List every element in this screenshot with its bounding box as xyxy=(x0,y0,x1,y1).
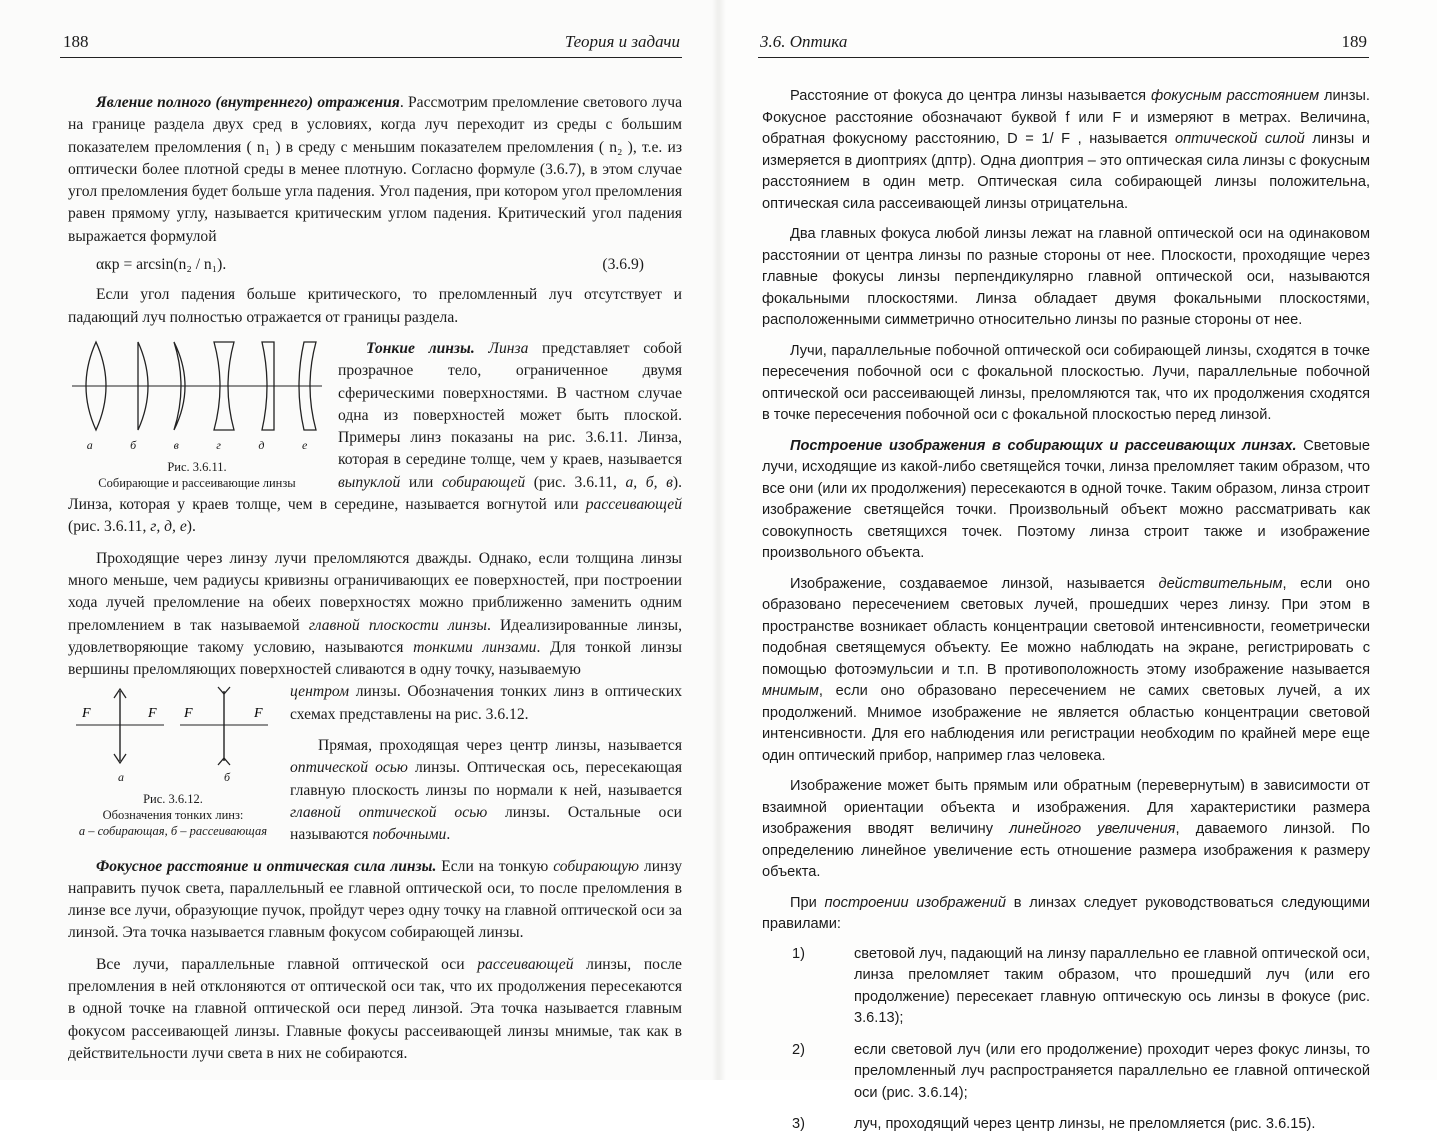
figure-caption-number: Рис. 3.6.11. xyxy=(167,459,227,474)
focus-label: F xyxy=(148,706,157,722)
formula-number: (3.6.9) xyxy=(602,256,644,274)
paragraph: Проходящие через линзу лучи преломляются дважды. Однако, если толщина линзы много меньше, чем радиусы кривизны ограничивающих ее поверхностей, при построении хода лучей преломление на обеих поверхностях можно приближенно заменить одним преломлением в так называемой главной плоскости линзы. Идеализированные линзы, удовлетворяющие такому условию, называются тонкими линзами. Для тонкой линзы вершины преломляющих поверхностей сливаются в одну точку, называемую xyxy=(68,549,682,679)
focus-label: F xyxy=(82,706,91,722)
header-rule xyxy=(758,57,1369,58)
paragraph: Если угол падения больше критического, то преломленный луч отсутствует и падающий луч полностью отражается от границы раздела. xyxy=(68,286,682,326)
paragraph: Все лучи, параллельные главной оптической оси рассеивающей линзы, после преломления в ней отклоняются от оптической оси так, что их продолжения пересекаются в одной точке на главной оптической оси перед линзой. Эта точка называется главным фокусом рассеивающей линзы. Главные фокусы рассеивающей линзы мнимые, так как в действительности лучи света в них не собираются. xyxy=(68,955,682,1062)
paragraph: Расстояние от фокуса до центра линзы называется фокусным расстоянием линзы. Фокусное расстояние обозначают буквой f или F и измеряют в метрах. Величина, обратная фокусному расстоянию, D = 1/ F , называется оптической силой линзы и измеряется в диоптриях (дптр). Одна диоптрия – это оптическая сила линзы с фокусным расстоянием в один метр. Оптическая сила собирающей линзы положительна, оптическая сила рассеивающей линзы отрицательна. xyxy=(762,88,1370,212)
running-title: Теория и задачи xyxy=(564,32,680,51)
paragraph: Построение изображения в собирающих и рассеивающих линзах. Световые лучи, исходящие из какой-либо светящейся точки, линза преломляет таким образом, что все они (или их продолжения) пересекаются в одной точке. Таким образом, линза строит изображение светящейся точки. Произвольный объект можно рассматривать как совокупность светящихся точек. Поэтому линза строит также и изображение произвольного объекта. xyxy=(762,437,1370,561)
page-number: 188 xyxy=(63,32,89,51)
book-gutter xyxy=(712,0,726,1080)
paragraph: Тонкие линзы. Линза представляет собой прозрачное тело, ограниченное двумя сферическими поверхностями. В частном случае одна из поверхностей может быть плоской. Примеры линз показаны на рис. 3.6.11. Линза, которая в середине толще, чем у краев, называется выпуклой или собирающей (рис. 3.6.11, а, б, в). Линза, которая у краев толще, чем в середине, называется вогнутой или рассеивающей (рис. 3.6.11, г, д, е). xyxy=(68,339,682,536)
paragraph: Прямая, проходящая через центр линзы, называется оптической осью линзы. Оптическая ось, пересекающая главную плоскость линзы по нормали к ней, называется главной оптической осью линзы. Остальные оси называются побочными. xyxy=(290,737,682,844)
focus-label: F xyxy=(254,706,263,722)
figure-caption-text: Обозначения тонких линз: xyxy=(102,808,244,823)
left-body xyxy=(68,92,682,1065)
right-body xyxy=(762,86,1370,1146)
page-number: 189 xyxy=(1341,32,1367,51)
list-item: 1) световой луч, падающий на линзу параллельно ее главной оптической оси, линза преломляет таким образом, что прошедший луч (или его продолжение) пересекает главную оптическую ось линзы в фокусе (рис. 3.6.13); xyxy=(792,945,1370,1026)
running-title: 3.6. Оптика xyxy=(760,32,848,51)
paragraph: Два главных фокуса любой линзы лежат на главной оптической оси на одинаковом расстоянии от центра линзы по разные стороны от нее. Плоскости, проходящие через главные фокусы линзы перпендикулярно главной оптической оси, называются фокальными плоскостями. Линза обладает двумя фокальными плоскостями, расположенными симметрично относительно линзы по разные стороны от нее. xyxy=(762,226,1370,328)
header-rule xyxy=(60,57,682,58)
figure-3-6-11 xyxy=(68,337,326,491)
figure-caption-legend: а – собирающая, б – рассеивающая xyxy=(78,824,268,839)
formula-expression: αкр = arcsin(n₂ / n₁). xyxy=(96,256,227,274)
paragraph: Лучи, параллельные побочной оптической оси собирающей линзы, сходятся в точке пересечения побочной оси с фокальной плоскостью. Лучи, параллельные побочной оптической оси рассеивающей линзы, преломляются так, что их продолжения сходятся в точке пересечения побочной оси с фокальной плоскостью перед линзой. xyxy=(762,342,1370,423)
figure-3-6-12 xyxy=(68,685,278,839)
figure-caption-text: Собирающие и рассеивающие линзы xyxy=(98,475,296,490)
lenses-illustration xyxy=(68,337,326,435)
thin-lens-symbols xyxy=(68,685,278,767)
list-item: 3) луч, проходящий через центр линзы, не преломляется (рис. 3.6.15). xyxy=(792,1116,1316,1132)
paragraph: При построении изображений в линзах следует руководствоваться следующими правилами: xyxy=(762,894,1371,932)
formula xyxy=(68,254,682,276)
figure-caption-number: Рис. 3.6.12. xyxy=(143,792,203,807)
figure-letters: а б xyxy=(118,770,230,785)
right-page xyxy=(718,0,1437,1132)
list-item: 2) если световой луч (или его продолжение) проходит через фокус линзы, то преломленный луч распространяется параллельно ее главной оптической оси (рис. 3.6.14); xyxy=(792,1041,1370,1101)
focus-label: F xyxy=(184,706,193,722)
paragraph: Явление полного (внутреннего) отражения. Рассмотрим преломление светового луча на границе раздела двух сред в условиях, когда луч переходит из среды с большим показателем преломления ( n₁ ) в среду с меньшим показателем преломления ( n₂ ), т.е. из оптически более плотной среды в менее плотную. Согласно формуле (3.6.7), в этом случае угол преломления будет больше угла падения. Угол падения, при котором угол преломления равен прямому углу, называется критическим углом падения. Критический угол падения выражается формулой xyxy=(68,94,682,245)
rules-list xyxy=(762,944,1370,1136)
paragraph: центром линзы. Обозначения тонких линз в оптических схемах представлены на рис. 3.6.12. xyxy=(290,683,682,723)
paragraph: Изображение может быть прямым или обратным (перевернутым) в зависимости от взаимной ориентации объекта и изображения. Для характеристики размера изображения вводят величину линейного увеличения, даваемого линзой. По определению линейное увеличение есть отношение размера изображения к размеру объекта. xyxy=(762,778,1370,880)
paragraph: Изображение, создаваемое линзой, называется действительным, если оно образовано пересечением световых лучей, прошедших через линзу. При этом в пространстве возникает область концентрации световой интенсивности, геометрически подобная светящемуся объекту. Ее можно наблюдать на экране, регистрировать с помощью фотоэмульсии и т.п. В противоположность этому изображение называется мнимым, если оно образовано пересечением не самих световых лучей, а их продолжений. Мнимое изображение не является областью концентрации световой интенсивности. Для его наблюдения или регистрации необходим по крайней мере еще один оптический прибор, например глаз человека. xyxy=(762,575,1370,764)
figure-letters: а б в г д е xyxy=(86,437,308,452)
left-page xyxy=(0,0,718,1080)
paragraph: Фокусное расстояние и оптическая сила линзы. Если на тонкую собирающую линзу направить пучок света, параллельный ее главной оптической оси, то после преломления в линзе все лучи, образующие пучок, пройдут через одну точку на главной оптической оси за линзой. Эта точка называется главным фокусом собирающей линзы. xyxy=(68,857,683,942)
